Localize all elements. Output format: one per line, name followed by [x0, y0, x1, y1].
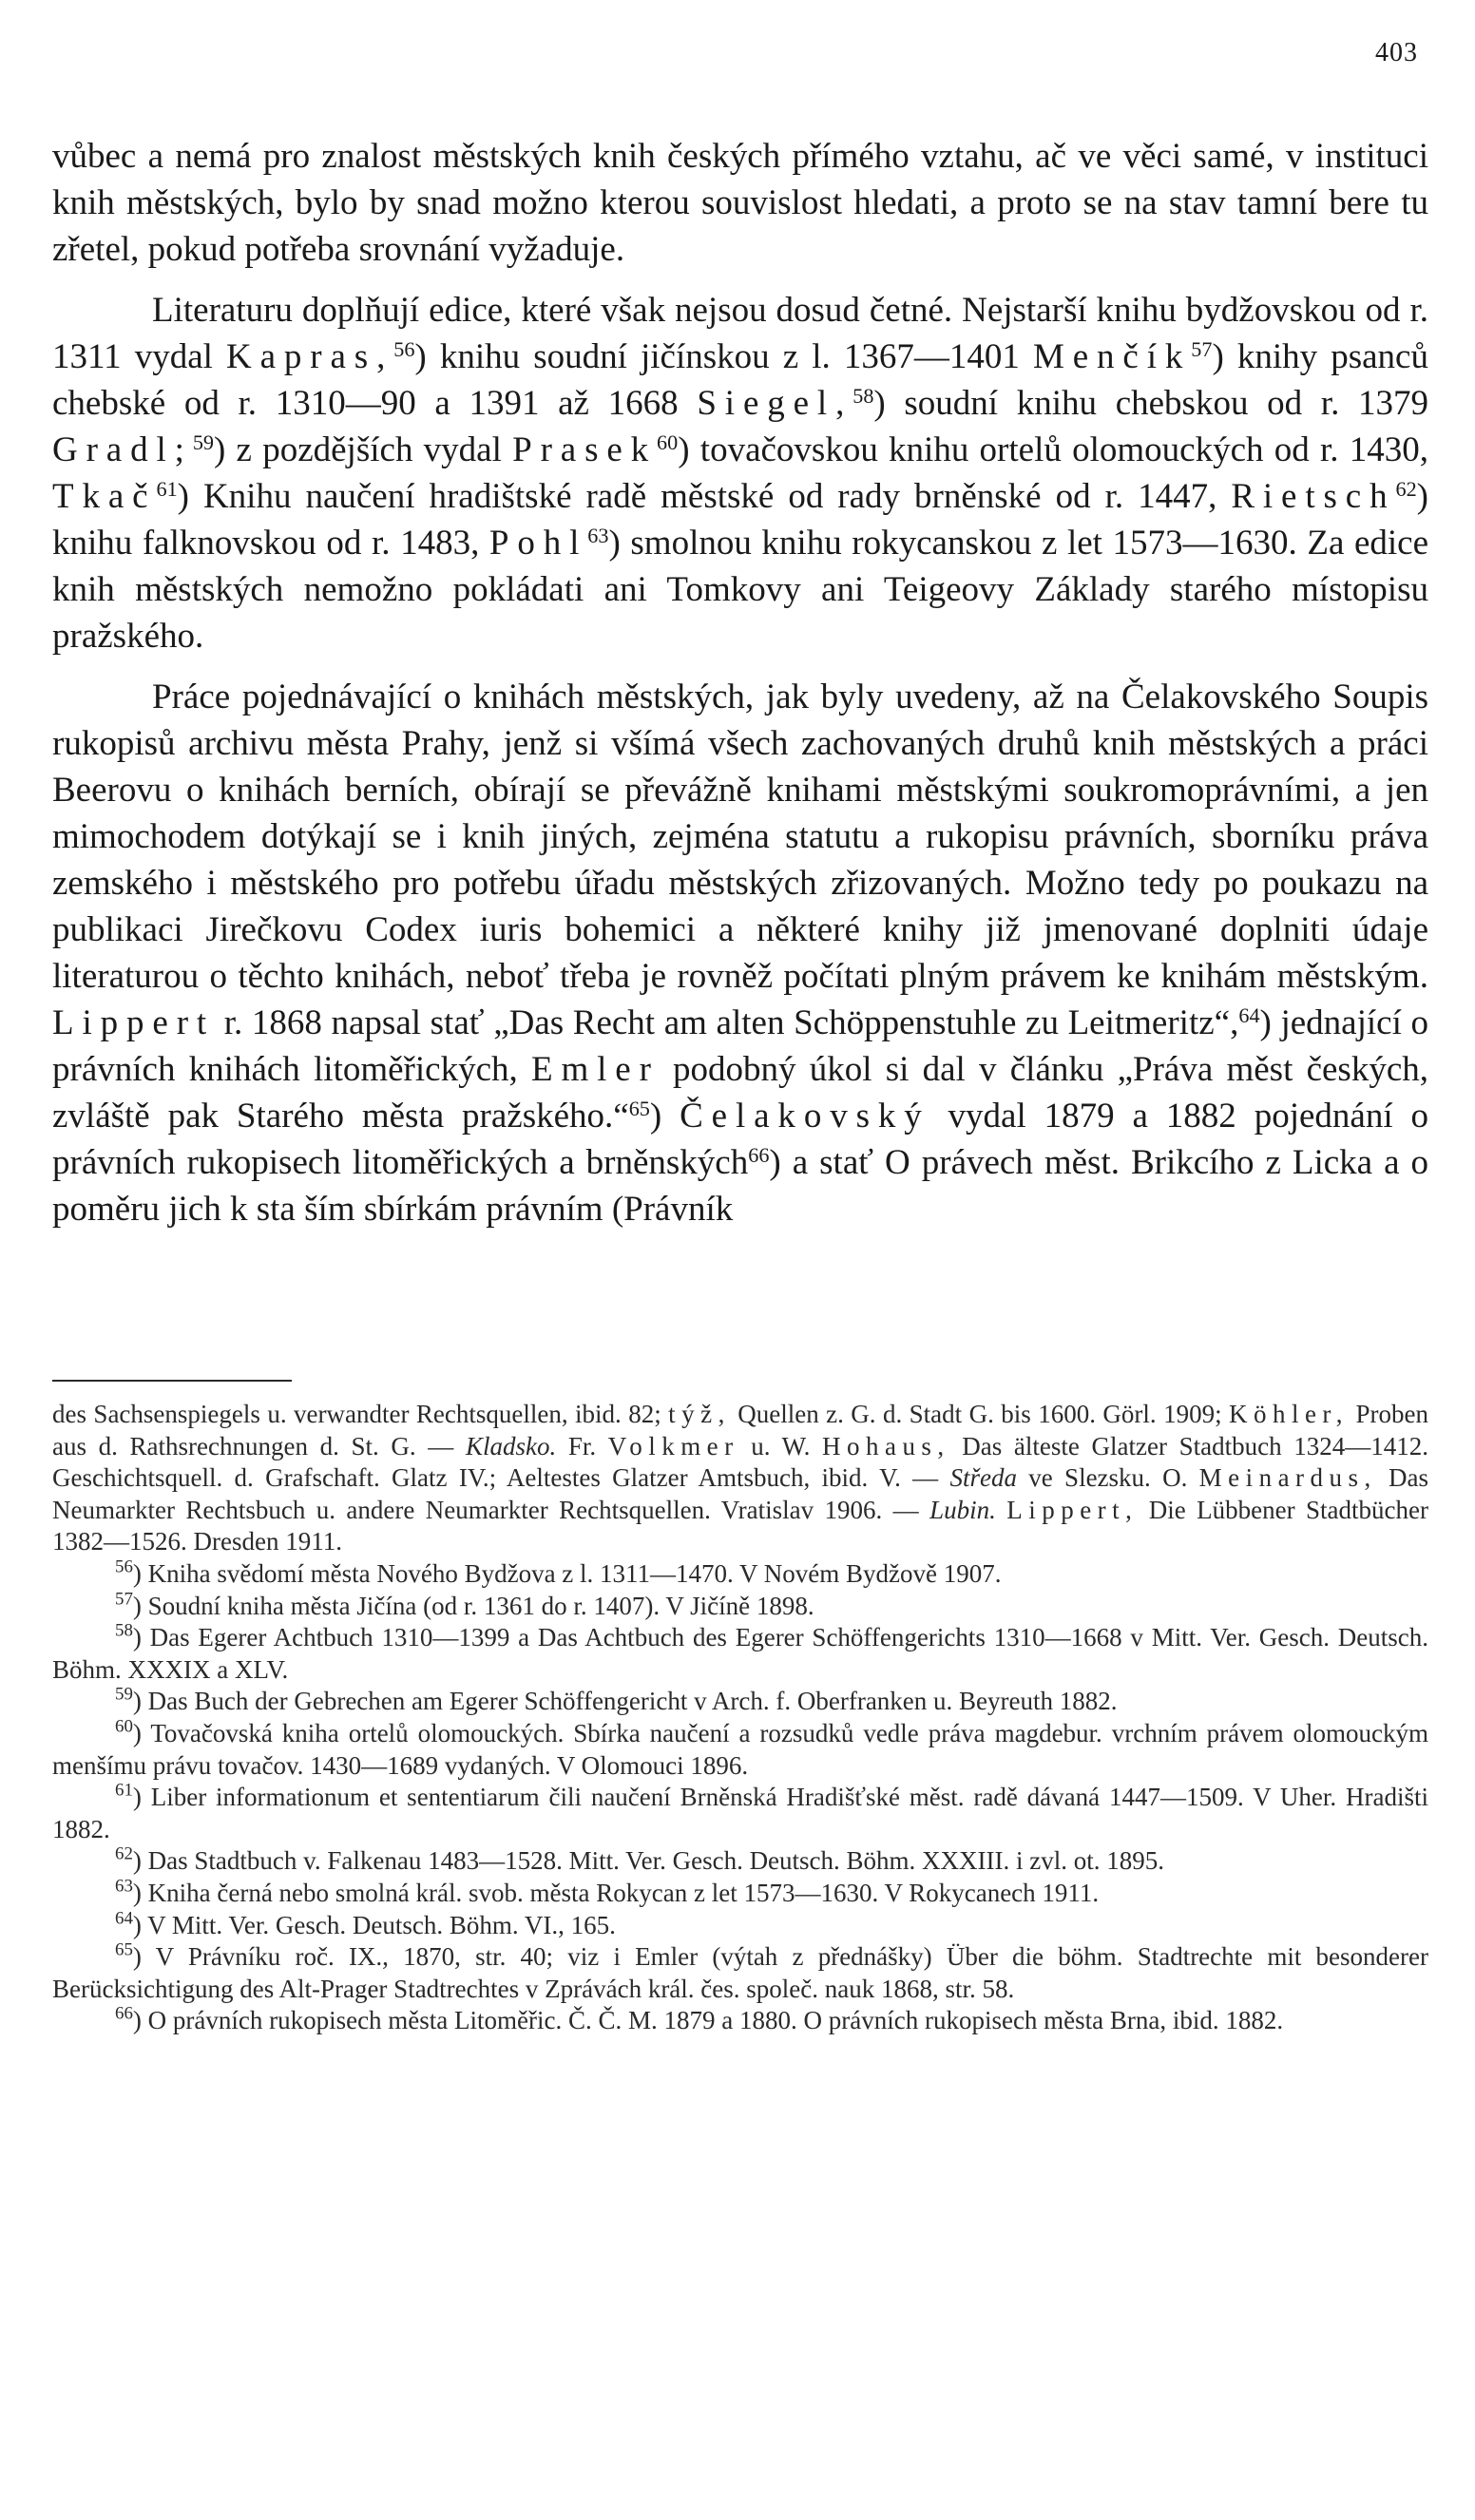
text-run: )	[649, 1097, 680, 1136]
author-name: Volkmer	[607, 1431, 739, 1460]
text-run: Fr.	[556, 1431, 608, 1460]
footnote-63	[52, 1878, 1428, 1910]
footnote-text: ) Kniha černá nebo smolná král. svob. města Rokycan z let 1573—1630. V Rokycanech 1911.	[132, 1878, 1100, 1907]
footnote-number: 57	[115, 1589, 133, 1610]
author-name: Prasek	[512, 430, 658, 469]
place-name: Lubin.	[929, 1495, 996, 1524]
text-run: u. W.	[738, 1431, 823, 1460]
text-run: r. 1868 napsal stať „Das Recht am alten Schöppenstuhle zu Leitmeritz“,	[215, 1003, 1239, 1042]
footnote-65	[52, 1941, 1428, 2005]
footnote-66	[52, 2005, 1428, 2037]
text-run: Das Neumarkter Rechtsbuch u. andere Neumarkter Rechtsquellen. Vratislav 1906. —	[52, 1463, 1428, 1524]
author-name: Emler	[530, 1050, 660, 1089]
footnote-61	[52, 1782, 1428, 1845]
footnote-number: 64	[115, 1908, 133, 1929]
footnotes	[52, 1399, 1428, 2037]
text-run: ) jednající o právních knihách litoměřických,	[52, 1003, 1428, 1089]
footnote-text: ) Das Egerer Achtbuch 1310—1399 a Das Achtbuch des Egerer Schöffengerichts 1310—1668 v Mitt. Ver. Gesch. Deutsch. Böhm. XXXIX a XLV.	[52, 1623, 1428, 1684]
footnote-text: ) O právních rukopisech města Litoměřic. Č. Č. M. 1879 a 1880. O právních rukopisech města Brna, ibid. 1882.	[132, 2006, 1284, 2035]
text-run: ) a stať O právech měst. Brikcího z Licka a o poměru jich k sta ším sbírkám právním (Právník	[52, 1143, 1428, 1229]
paragraph-1: vůbec a nemá pro znalost městských knih českých přímého vztahu, ač ve věci samé, v instituci knih městských, bylo by snad možno kterou souvislost hledati, a proto se na stav tamní bere tu zřetel, pokud potřeba srovnání vyžaduje.	[52, 137, 1428, 269]
text-run: ) knihy psanců chebské od r. 1310—90 a 1391 až 1668	[52, 337, 1428, 423]
footnote-60	[52, 1718, 1428, 1782]
footnote-ref: 59	[192, 430, 214, 454]
footnote-ref: 64	[1238, 1002, 1260, 1027]
place-name: Středa	[949, 1463, 1017, 1493]
footnote-text: ) V Mitt. Ver. Gesch. Deutsch. Böhm. VI., 165.	[132, 1910, 616, 1939]
author-name: Rietsch	[1231, 477, 1396, 516]
text-run: ) knihu falknovskou od r. 1483,	[52, 477, 1428, 563]
page-number: 403	[1375, 38, 1418, 67]
footnote-ref: 60	[657, 430, 679, 454]
footnote-58	[52, 1622, 1428, 1686]
text-run: des Sachsenspiegels u. verwandter Rechtsquellen, ibid. 82;	[52, 1400, 669, 1428]
paragraph-3	[52, 674, 1428, 1232]
footnote-number: 59	[115, 1684, 133, 1705]
text-run: vydal 1879 a 1882 pojednání o právních rukopisech litoměřických a brněnských	[52, 1097, 1428, 1182]
author-name: Lippert,	[1006, 1495, 1139, 1524]
footnote-64	[52, 1910, 1428, 1942]
footnote-62	[52, 1845, 1428, 1878]
footnote-ref: 62	[1395, 476, 1417, 501]
footnote-number: 65	[115, 1939, 133, 1960]
place-name: Kladsko.	[465, 1431, 557, 1460]
author-name: Siegel,	[697, 384, 853, 423]
author-name: Köhler,	[1229, 1400, 1350, 1428]
paragraph-2	[52, 287, 1428, 659]
author-name: Menčík	[1032, 337, 1192, 376]
author-name: týž,	[668, 1400, 731, 1428]
text-run: ) soudní knihu chebskou od r. 1379	[873, 384, 1428, 423]
footnote-number: 63	[115, 1876, 133, 1897]
text-run: ) smolnou knihu rokycanskou z let 1573—1630. Za edice knih městských nemožno pokládati ani Tomkovy ani Teigeovy Základy starého místopisu pražského.	[52, 524, 1428, 656]
footnote-divider	[52, 1380, 292, 1382]
text-run: podobný úkol si dal v článku „Práva měst českých, zvláště pak Starého města pražského.“	[52, 1050, 1428, 1136]
text-run: Das älteste Glatzer Stadtbuch 1324—1412. Geschichtsquell. d. Grafschaft. Glatz IV.; Aeltestes Glatzer Amtsbuch, ibid. V. —	[52, 1431, 1428, 1493]
footnote-text: ) Tovačovská kniha ortelů olomouckých. Sbírka naučení a rozsudků vedle práva magdebur. vrchním právem olomouckým menšímu právu tovačov. 1430—1689 vydaných. V Olomouci 1896.	[52, 1718, 1428, 1780]
text-run: ) knihu soudní jičínskou z l. 1367—1401	[414, 337, 1033, 376]
footnote-ref: 56	[393, 336, 415, 361]
text-run: ve Slezsku. O.	[1016, 1463, 1199, 1493]
footnote-number: 60	[115, 1716, 133, 1737]
footnote-ref: 57	[1191, 336, 1213, 361]
footnote-ref: 66	[748, 1142, 770, 1167]
footnote-number: 61	[115, 1780, 133, 1801]
author-name: Lippert	[52, 1003, 216, 1042]
author-name: Meinardus,	[1198, 1463, 1377, 1493]
text-run: ) z pozdějších vydal	[214, 430, 513, 469]
main-text	[52, 133, 1428, 1232]
footnote-number: 58	[115, 1620, 133, 1641]
footnote-ref: 61	[156, 476, 178, 501]
text-run: Literaturu doplňují edice, které však nejsou dosud četné. Nejstarší knihu bydžovskou od r. 1311 vydal	[52, 291, 1428, 376]
text-run: ) tovačovskou knihu ortelů olomouckých od r. 1430,	[678, 430, 1428, 469]
footnote-number: 66	[115, 2003, 133, 2024]
footnote-text: ) Das Stadtbuch v. Falkenau 1483—1528. Mitt. Ver. Gesch. Deutsch. Böhm. XXXIII. i zvl. ot. 1895.	[132, 1846, 1165, 1876]
text-run: Práce pojednávající o knihách městských, jak byly uvedeny, až na Čelakovského Soupis rukopisů archivu města Prahy, jenž si všímá všech zachovaných druhů knih městských a práci Beerovu o knihách berních, obírají se převážně knihami městskými soukromoprávními, a jen mimochodem dotýkají se i knih jiných, zejména statutu a rukopisu právních, sborníku práva zemského i městského pro potřebu úřadu městských zřizovaných. Možno tedy po poukazu na publikaci Jirečkovu Codex iuris bohemici a některé knihy již jmenované doplniti údaje literaturou o těchto knihách, neboť třeba je rovněž počítati plným právem ke knihám městským.	[52, 678, 1428, 996]
footnote-continuation	[52, 1399, 1428, 1558]
text-run	[996, 1496, 1006, 1524]
text-run: ) Knihu naučení hradištské radě městské od rady brněnské od r. 1447,	[177, 477, 1232, 516]
footnote-57	[52, 1591, 1428, 1623]
footnote-59	[52, 1686, 1428, 1718]
author-name: Tkač	[52, 477, 157, 516]
footnote-text: ) V Právníku roč. IX., 1870, str. 40; viz i Emler (výtah z přednášky) Über die böhm. Stadtrechte mit besonderer Berücksichtigung des Alt-Prager Stadtrechtes v Zprávách král. čes. společ. nauk 1868, str. 58.	[52, 1942, 1428, 2003]
footnote-text: ) Liber informationum et sententiarum čili naučení Brněnská Hradišťské měst. radě dávaná 1447—1509. V Uher. Hradišti 1882.	[52, 1783, 1428, 1843]
footnote-text: ) Soudní kniha města Jičína (od r. 1361 do r. 1407). V Jičíně 1898.	[132, 1591, 814, 1620]
text-run: Quellen z. G. d. Stadt G. bis 1600. Görl. 1909;	[730, 1400, 1230, 1428]
text-run: Proben aus d. Rathsrechnungen d. St. G. —	[52, 1400, 1428, 1460]
footnote-ref: 65	[628, 1096, 650, 1120]
footnote-ref: 58	[852, 383, 874, 408]
text-run: Die Lübbener Stadtbücher 1382—1526. Dresden 1911.	[52, 1495, 1429, 1556]
footnote-number: 62	[115, 1843, 133, 1864]
footnote-ref: 63	[587, 523, 609, 547]
author-name: Kapras,	[226, 337, 394, 376]
footnote-text: ) Kniha svědomí města Nového Bydžova z l. 1311—1470. V Novém Bydžově 1907.	[132, 1558, 1002, 1588]
author-name: Čelakovský	[680, 1097, 930, 1136]
footnote-number: 56	[115, 1556, 133, 1577]
footnote-text: ) Das Buch der Gebrechen am Egerer Schöffengericht v Arch. f. Oberfranken u. Beyreuth 1882.	[132, 1687, 1118, 1716]
author-name: Pohl	[488, 524, 588, 563]
author-name: Hohaus,	[822, 1431, 950, 1460]
author-name: Gradl;	[52, 430, 193, 469]
footnote-56	[52, 1558, 1428, 1591]
